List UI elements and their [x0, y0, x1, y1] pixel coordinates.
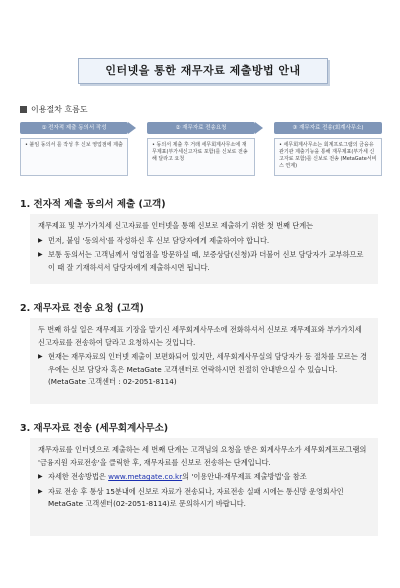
triangle-bullet-icon: ▶: [38, 487, 43, 495]
section-1-intro: 재무제표 및 부가가치세 신고자료를 인터넷을 통해 신보로 제출하기 위한 첫 번째 단계는: [38, 221, 314, 230]
step-2: [147, 122, 255, 176]
triangle-bullet-icon: ▶: [38, 236, 43, 244]
section-3-box: [30, 438, 378, 536]
square-bullet-icon: [20, 106, 27, 113]
step-2-body: • 동의서 제출 후 거래 세무회계사무소에 재무제표(부가세신고자료 포함)를 신보로 전송해 달라고 요청: [147, 138, 255, 176]
section-1-box: [30, 214, 378, 284]
section-3-bullet-1-pre: 자세한 전송방법은: [48, 472, 109, 481]
triangle-bullet-icon: ▶: [38, 251, 43, 258]
section-1-bullet-2-text: 보통 동의서는 고객님께서 영업점을 방문하실 때, 보증상담(신청)과 더불어 신보 담당자가 교부하므로 이 때 잘 기재하셔서 담당자에게 제출하시면 됩니다.: [48, 250, 364, 272]
step-3: [274, 122, 382, 176]
step-1-header-label: ① 전자적 제출 동의서 작성: [41, 125, 107, 131]
step-2-header-label: ② 재무자료 전송요청: [175, 125, 227, 131]
procedure-flow: [20, 122, 382, 182]
section-2-title: 2. 재무자료 전송 요청 (고객): [20, 303, 144, 314]
section-1-title: 1. 전자적 제출 동의서 제출 (고객): [20, 199, 166, 210]
step-1-header: [20, 122, 128, 134]
section-3-bullet-2-text: 자료 전송 후 통상 15분내에 신보로 자료가 전송되나, 자료전송 실패 시에는 통신망 운영회사인 MetaGate 고객센터(02-2051-8114)로 문의하시기 바랍니다.: [48, 486, 344, 508]
procedure-heading: [20, 104, 88, 115]
step-3-header-label: ③ 재무자료 전송(회계사무소): [292, 125, 364, 131]
section-1-bullet-1: [38, 235, 370, 248]
arrow-right-icon: [128, 122, 136, 134]
section-3-bullet-1: [38, 471, 370, 484]
step-3-body: • 세무회계사무소는 회계프로그램의 금융유관기관 제출기능을 통해 재무제표(부가세 신고자료 포함)를 신보로 전송 (MetaGate서비스 연계): [274, 138, 382, 176]
section-3-bullet-2: [38, 486, 370, 511]
section-3-title: 3. 재무자료 전송 (세무회계사무소): [20, 423, 169, 434]
step-1: [20, 122, 128, 176]
step-1-body: • 붙임 동의서 를 작성 후 신보 영업점에 제출: [20, 138, 128, 176]
metagate-link[interactable]: www.metagate.co.kr: [108, 472, 183, 481]
triangle-bullet-icon: ▶: [38, 473, 43, 480]
section-3-bullet-1-post: 의 '이용안내-재무제표 제출방법'을 참조: [182, 472, 307, 481]
procedure-heading-label: 이용절차 흐름도: [31, 105, 88, 114]
section-3-bullet-1-text: [48, 471, 370, 484]
page-title: 인터넷을 통한 재무자료 제출방법 안내: [78, 58, 328, 84]
section-2-intro: 두 번째 하실 일은 재무제표 기장을 맡기신 세무회계사무소에 전화하셔서 신보로 재무제표와 부가가치세 신고자료를 전송하여 달라고 요청하시는 것입니다.: [38, 325, 362, 347]
arrow-right-icon: [255, 122, 263, 134]
triangle-bullet-icon: ▶: [38, 353, 43, 360]
step-3-header: [274, 122, 382, 134]
section-2-bullet-1-text: 현재는 재무자료의 인터넷 제출이 보편화되어 있지만, 세무회계사무실의 담당자가 동 절차를 모르는 경우에는 신보 담당자 혹은 MetaGate 고객센터로 연락하시면 친절히 안내받으실 수 있습니다. (MetaGate 고객센터 : 02-2051-8114): [48, 352, 368, 386]
section-1-bullet-2: [38, 249, 370, 274]
section-2-bullet-1: [38, 351, 370, 389]
section-2-box: [30, 318, 378, 404]
step-2-header: [147, 122, 255, 134]
section-1-bullet-1-text: 먼저, 붙임 '동의서'를 작성하신 후 신보 담당자에게 제출하여야 합니다.: [48, 235, 270, 245]
section-3-intro: 재무자료를 인터넷으로 제출하는 세 번째 단계는 고객님의 요청을 받은 회계사무소가 세무회계프로그램의 '금융지원 자료전송'을 클릭한 후, 재무자료를 신보로 전송하는 단계입니다.: [38, 445, 367, 467]
